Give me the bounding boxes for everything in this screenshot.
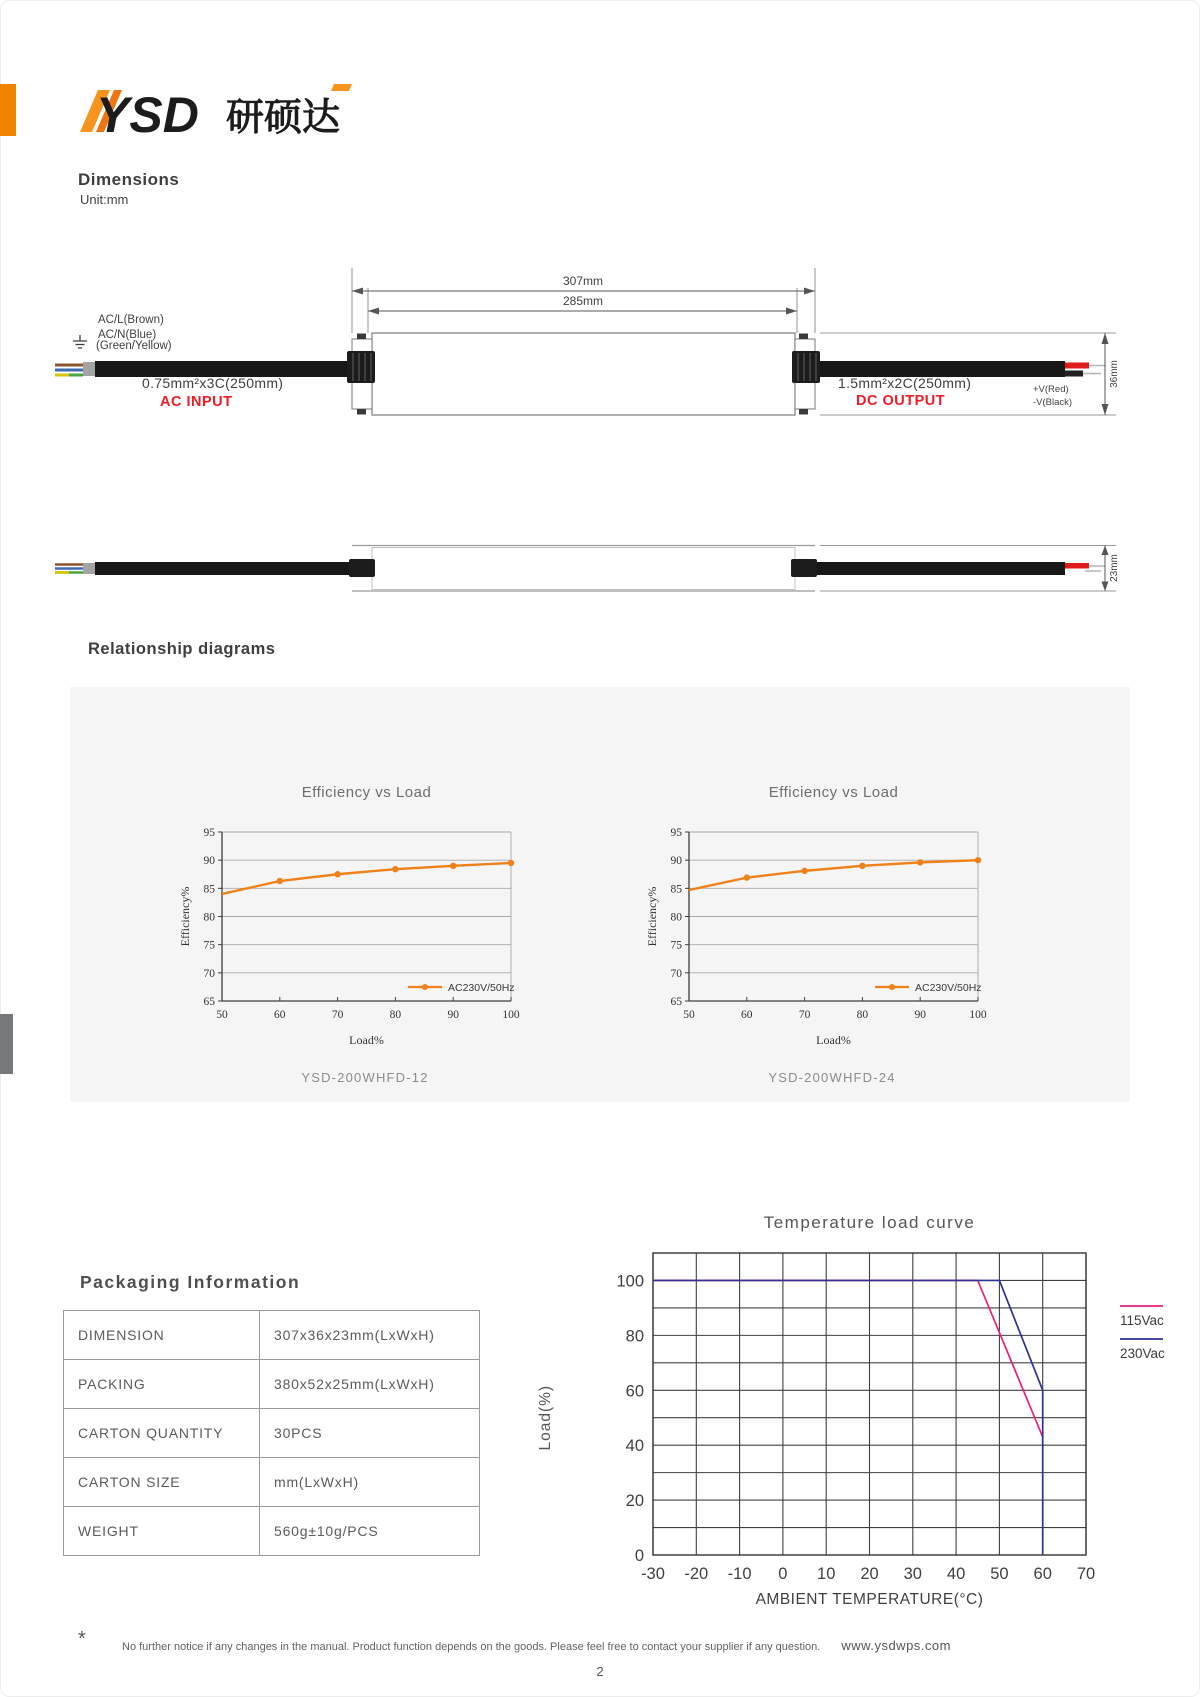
svg-text:70: 70 <box>670 967 682 980</box>
svg-text:60: 60 <box>274 1009 286 1021</box>
chart-caption-12v: YSD-200WHFD-12 <box>301 1070 429 1085</box>
dim-23-label: 23mm <box>1109 554 1120 582</box>
svg-text:40: 40 <box>625 1437 644 1456</box>
svg-text:-10: -10 <box>727 1565 752 1583</box>
svg-text:Load%: Load% <box>349 1033 384 1047</box>
orange-edge-tab <box>0 84 16 136</box>
svg-text:Efficiency%: Efficiency% <box>645 886 659 947</box>
wire-red <box>1065 363 1089 369</box>
svg-text:0: 0 <box>778 1565 788 1583</box>
svg-text:60: 60 <box>741 1009 753 1021</box>
svg-text:-30: -30 <box>641 1565 665 1583</box>
svg-text:90: 90 <box>203 855 215 868</box>
row-label: CARTON QUANTITY <box>64 1409 260 1458</box>
svg-text:115Vac: 115Vac <box>1120 1313 1164 1328</box>
row-value: 560g±10g/PCS <box>260 1507 480 1556</box>
packaging-table <box>63 1310 480 1556</box>
dim-307-label: 307mm <box>562 274 604 288</box>
svg-text:10: 10 <box>817 1565 836 1583</box>
svg-text:Efficiency vs Load: Efficiency vs Load <box>301 784 432 801</box>
efficiency-chart-12v <box>105 760 585 1090</box>
svg-text:AC230V/50Hz: AC230V/50Hz <box>448 982 515 994</box>
svg-text:80: 80 <box>625 1327 644 1346</box>
svg-text:Temperature load curve: Temperature load curve <box>763 1213 976 1232</box>
wire-live-label: AC/L(Brown) <box>98 314 164 326</box>
row-value: mm(LxWxH) <box>260 1458 480 1507</box>
dim-285 <box>368 294 797 315</box>
dimensions-unit: Unit:mm <box>80 192 129 207</box>
ac-input-label: AC INPUT <box>160 394 233 410</box>
psu-side-view <box>55 546 1105 592</box>
svg-text:85: 85 <box>203 883 215 896</box>
logo-chinese-text: 研硕达 <box>226 97 341 139</box>
svg-text:65: 65 <box>203 996 215 1008</box>
brand-logo <box>66 80 426 144</box>
svg-text:0: 0 <box>634 1547 644 1565</box>
ac-input-spec: 0.75mm²x3C(250mm) <box>142 375 284 391</box>
dim-36-label: 36mm <box>1109 360 1120 388</box>
table-row <box>64 1409 480 1458</box>
svg-text:80: 80 <box>389 1009 402 1021</box>
packaging-heading: Packaging Information <box>80 1272 301 1292</box>
svg-text:70: 70 <box>331 1009 344 1021</box>
svg-text:90: 90 <box>447 1009 459 1021</box>
footer-note <box>122 1638 951 1653</box>
temperature-load-chart <box>530 1200 1200 1630</box>
svg-text:100: 100 <box>969 1009 987 1021</box>
svg-text:70: 70 <box>203 967 215 980</box>
wire-black <box>1065 371 1083 377</box>
svg-text:AC230V/50Hz: AC230V/50Hz <box>915 982 982 994</box>
svg-text:80: 80 <box>856 1009 869 1021</box>
svg-text:80: 80 <box>670 911 682 924</box>
svg-text:75: 75 <box>670 939 682 952</box>
svg-text:Efficiency%: Efficiency% <box>178 886 192 947</box>
svg-text:65: 65 <box>670 996 682 1008</box>
dc-output-spec: 1.5mm²x2C(250mm) <box>838 375 972 391</box>
svg-text:230Vac: 230Vac <box>1120 1346 1165 1361</box>
svg-text:50: 50 <box>683 1009 695 1021</box>
svg-text:40: 40 <box>946 1565 966 1583</box>
row-label: CARTON SIZE <box>64 1458 260 1507</box>
row-value: 30PCS <box>260 1409 480 1458</box>
logo-accent-tick <box>331 84 352 91</box>
row-value: 380x52x25mm(LxWxH) <box>260 1360 480 1409</box>
footer-asterisk: * <box>78 1628 86 1650</box>
row-label: PACKING <box>64 1360 260 1409</box>
dc-output-label: DC OUTPUT <box>856 393 946 409</box>
table-row <box>64 1458 480 1507</box>
dim-307 <box>352 274 815 295</box>
row-value: 307x36x23mm(LxWxH) <box>260 1311 480 1360</box>
page-number: 2 <box>596 1664 604 1679</box>
gray-edge-tab <box>0 1014 13 1074</box>
row-label: WEIGHT <box>64 1507 260 1556</box>
svg-text:100: 100 <box>502 1009 520 1021</box>
svg-text:Efficiency vs Load: Efficiency vs Load <box>768 784 899 801</box>
svg-text:Load(%): Load(%) <box>537 1384 554 1451</box>
wire-ground-label: (Green/Yellow) <box>96 340 172 352</box>
svg-text:60: 60 <box>625 1382 644 1401</box>
svg-text:Load%: Load% <box>816 1033 851 1047</box>
table-row <box>64 1507 480 1556</box>
svg-text:50: 50 <box>990 1565 1009 1583</box>
output-positive-label: +V(Red) <box>1033 384 1069 395</box>
efficiency-chart-24v <box>572 760 1052 1090</box>
output-negative-label: -V(Black) <box>1033 397 1073 408</box>
chart-caption-24v: YSD-200WHFD-24 <box>768 1070 896 1085</box>
logo-text: YSD <box>96 87 199 143</box>
wire-neutral-label: AC/N(Blue) <box>98 329 157 341</box>
footer-website: www.ysdwps.com <box>841 1638 951 1653</box>
relationship-heading: Relationship diagrams <box>88 640 276 658</box>
svg-text:95: 95 <box>203 827 215 839</box>
svg-text:80: 80 <box>203 911 215 924</box>
svg-text:90: 90 <box>670 855 682 868</box>
table-row <box>64 1311 480 1360</box>
svg-text:50: 50 <box>216 1009 228 1021</box>
svg-text:-20: -20 <box>684 1565 709 1583</box>
dimensions-heading: Dimensions <box>78 170 180 189</box>
svg-text:85: 85 <box>670 883 682 896</box>
svg-text:60: 60 <box>1033 1565 1052 1583</box>
svg-text:90: 90 <box>914 1009 926 1021</box>
svg-text:30: 30 <box>903 1565 922 1583</box>
row-label: DIMENSION <box>64 1311 260 1360</box>
ysd-logo-mark <box>80 87 199 143</box>
svg-text:75: 75 <box>203 939 215 952</box>
svg-text:100: 100 <box>616 1272 644 1291</box>
svg-text:20: 20 <box>625 1492 644 1511</box>
dim-285-label: 285mm <box>562 294 604 308</box>
ground-icon <box>73 335 87 348</box>
svg-text:70: 70 <box>1076 1565 1096 1583</box>
svg-text:20: 20 <box>860 1565 879 1583</box>
footer-note-text: No further notice if any changes in the manual. Product function depends on the goods. Please feel free to contact your supplier if any question. <box>122 1641 821 1653</box>
svg-text:AMBIENT TEMPERATURE(°C): AMBIENT TEMPERATURE(°C) <box>755 1591 984 1608</box>
svg-text:95: 95 <box>670 827 682 839</box>
table-row <box>64 1360 480 1409</box>
svg-text:70: 70 <box>798 1009 811 1021</box>
dimension-drawing <box>0 240 1200 640</box>
